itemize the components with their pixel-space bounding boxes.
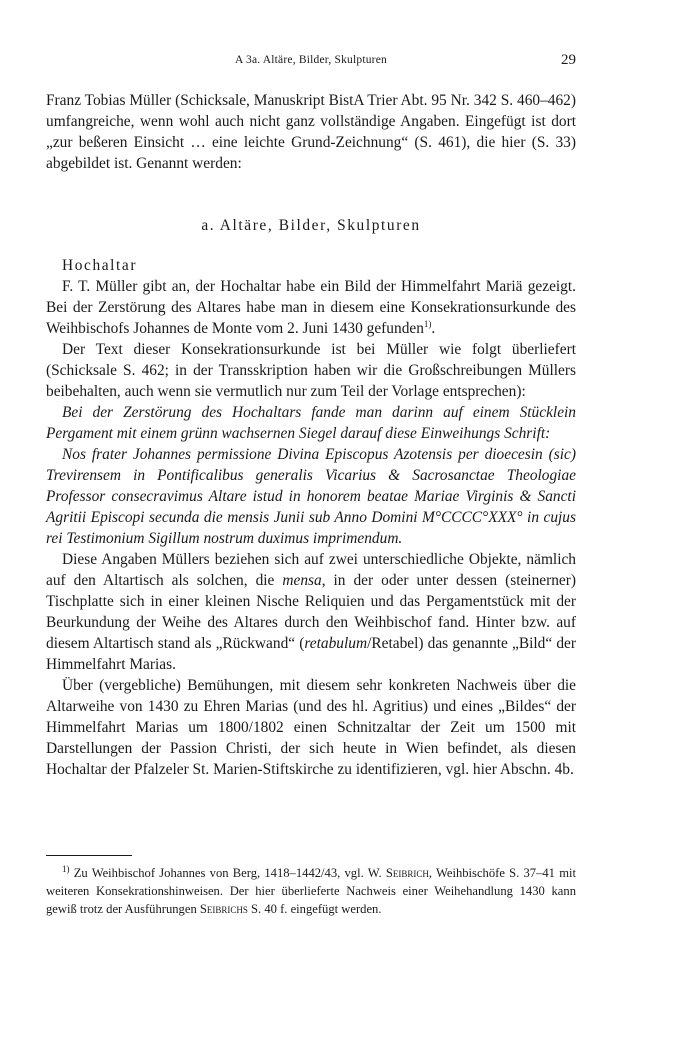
author-name: Seibrich — [385, 866, 429, 880]
footnote-text: S. 40 f. eingefügt werden. — [247, 902, 382, 916]
author-name: Seibrichs — [199, 902, 248, 916]
term-retabulum: retabulum — [304, 635, 368, 652]
footnote-marker: 1) — [62, 863, 70, 874]
subheading-hochaltar: Hochaltar — [62, 257, 138, 274]
paragraph-text: Diese Angaben Müllers beziehen sich auf zwei unterschiedliche Objekte, nämlich auf den Altartisch als solchen, die — [46, 551, 576, 589]
footnote-rule — [46, 855, 132, 856]
footnote-reference: 1) — [423, 318, 432, 329]
quote-mueller: Bei der Zerstörung des Hochaltars fande man darinn auf einem Stücklein Pergament mit einem grünn wachsernen Siegel darauf diese Einweihungs Schrift: — [46, 404, 576, 442]
footnote-text: Zu Weihbischof Johannes von Berg, 1418–1442/43, vgl. W. — [69, 866, 386, 880]
quote-consecration-document: Nos frater Johannes permissione Divina Episcopus Azotensis per dioecesin (sic) Trevirensem in Pontificalibus generalis Vicarius & Sacrosanctae Theologiae Professor consecravimus Altare istud in honorem beatae Mariae Virginis & Sancti Agritii Episcopi secunda die mensis Junii sub Anno Domini M°CCCC°XXX° in cujus rei Testimonium Sigillum nostrum duximus imprimendum. — [46, 446, 576, 547]
running-head: A 3a. Altäre, Bilder, Skulpturen — [235, 54, 387, 66]
paragraph-hochaltar-3 — [46, 549, 576, 675]
page-number: 29 — [561, 52, 576, 68]
paragraph-hochaltar-2: Der Text dieser Konsekrationsurkunde ist bei Müller wie folgt überliefert (Schicksale S. 462; in der Transskription haben wir die Großschreibungen Müllers beibehalten, auch wenn sie vermutlich nur zum Teil der Vorlage entsprechen): — [46, 341, 576, 400]
intro-paragraph: Franz Tobias Müller (Schicksale, Manuskript BistA Trier Abt. 95 Nr. 342 S. 460–462) umfangreiche, wenn wohl auch nicht ganz vollständige Angaben. Eingefügt ist dort „zur beßeren Einsicht … eine leichte Grund-Zeichnung“ (S. 461), die hier (S. 33) abgebildet ist. Genannt werden: — [46, 92, 576, 172]
paragraph-text: /Retabel) das genannte „Bild“ der Himmelfahrt Marias. — [46, 635, 576, 673]
section-heading: a. Altäre, Bilder, Skulpturen — [201, 217, 421, 234]
term-mensa: mensa — [282, 572, 322, 589]
footnote-1 — [46, 864, 576, 918]
footnote-text: , Weihbischöfe S. 37–41 mit weiteren Konsekrationshinweisen. Der hier überlieferte Nachweis einer Weihehandlung 1430 kann gewiß trotz der Ausführungen — [46, 866, 576, 916]
paragraph-end: . — [431, 320, 436, 337]
paragraph-hochaltar-1 — [46, 276, 576, 339]
paragraph-text: , in der oder unter dessen (steinerner) Tischplatte sich in einer kleinen Nische Reliquien und das Pergamentstück mit der Beurkundung der Weihe des Altares durch den Weihbischof fand. Hinter bzw. auf diesem Altartisch stand als „Rückwand“ ( — [46, 572, 576, 652]
paragraph-hochaltar-4: Über (vergebliche) Bemühungen, mit diesem sehr konkreten Nachweis über die Altarweihe von 1430 zu Ehren Marias (und des hl. Agritius) und eines „Bildes“ der Himmelfahrt Marias um 1800/1802 einen Schnitzaltar der Zeit um 1500 mit Darstellungen der Passion Christi, der sich heute in Wien befindet, als diesen Hochaltar der Pfalzeler St. Marien-Stiftskirche zu identifizieren, vgl. hier Abschn. 4b. — [46, 677, 576, 778]
paragraph-text: F. T. Müller gibt an, der Hochaltar habe ein Bild der Himmelfahrt Mariä gezeigt. Bei der Zerstörung des Altares habe man in diesem eine Konsekrationsurkunde des Weihbischofs Johannes de Monte vom 2. Juni 1430 gefunden — [46, 278, 576, 337]
main-text — [46, 90, 576, 780]
footnote — [46, 864, 576, 918]
page-header — [46, 52, 576, 72]
